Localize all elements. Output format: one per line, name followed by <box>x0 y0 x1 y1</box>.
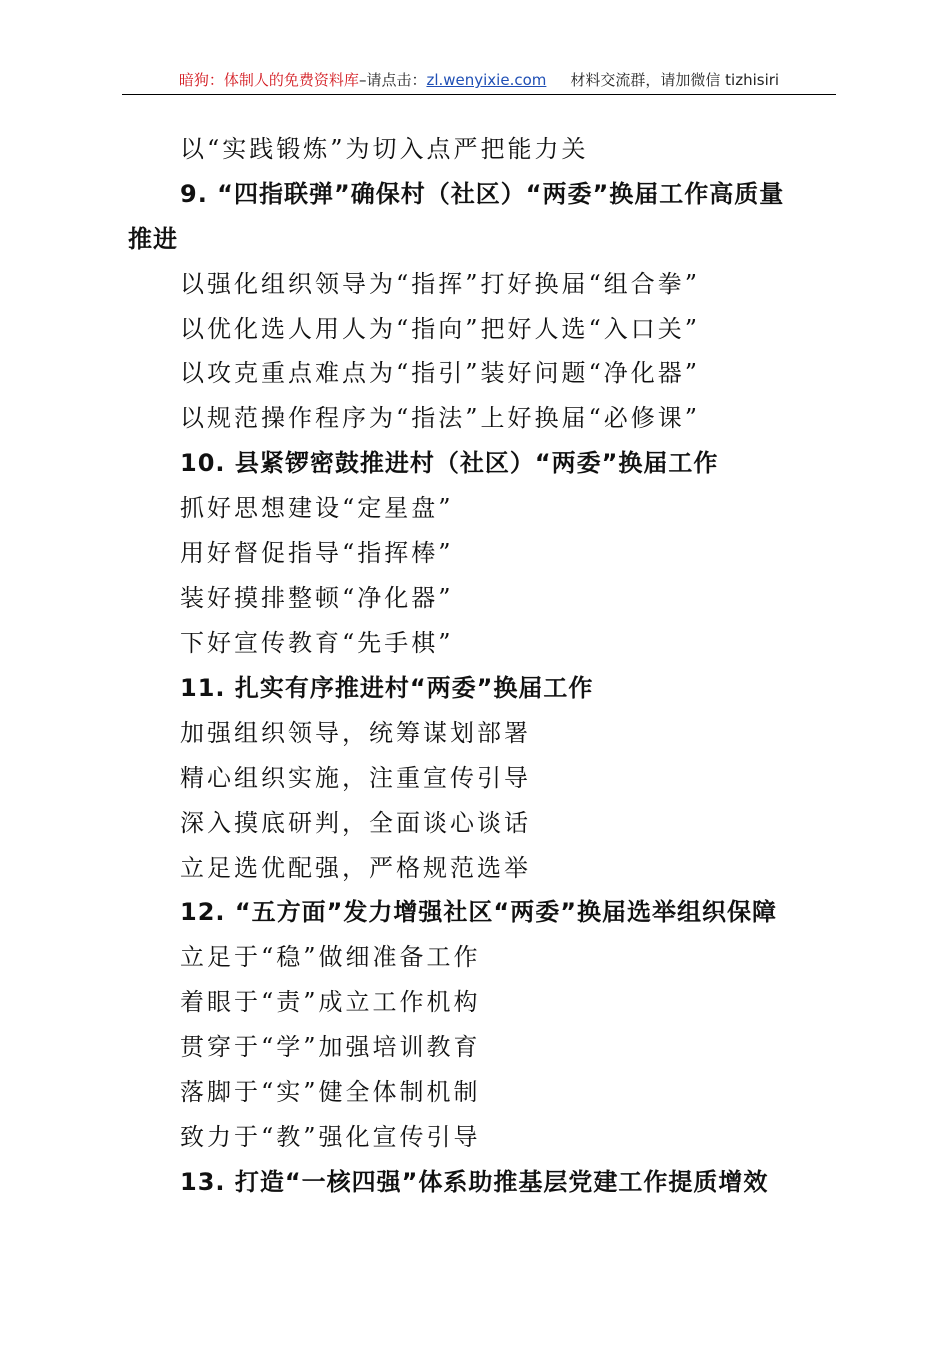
section-title-9-continued: 推进 <box>128 225 178 253</box>
text-line: 下好宣传教育“先手棋” <box>180 629 454 657</box>
text-line: 用好督促指导“指挥棒” <box>180 539 454 567</box>
text-line: 立足选优配强，严格规范选举 <box>180 854 531 882</box>
text-line: 致力于“教”强化宣传引导 <box>180 1123 481 1151</box>
header-prompt: –请点击： <box>358 71 427 89</box>
text-line: 深入摸底研判，全面谈心谈话 <box>180 809 531 837</box>
text-line: 以攻克重点难点为“指引”装好问题“净化器” <box>180 359 701 387</box>
section-title-10: 10. 县紧锣密鼓推进村（社区）“两委”换届工作 <box>180 449 719 477</box>
text-line: 以“实践锻炼”为切入点严把能力关 <box>180 135 589 163</box>
text-line: 加强组织领导，统筹谋划部署 <box>180 719 531 747</box>
page-header <box>122 70 836 95</box>
section-title-12: 12. “五方面”发力增强社区“两委”换届选举组织保障 <box>180 898 777 926</box>
text-line: 立足于“稳”做细准备工作 <box>180 943 481 971</box>
text-line: 落脚于“实”健全体制机制 <box>180 1078 481 1106</box>
header-brand: 暗狗：体制人的免费资料库 <box>178 71 359 89</box>
section-title-11: 11. 扎实有序推进村“两委”换届工作 <box>180 674 594 702</box>
text-line: 以规范操作程序为“指法”上好换届“必修课” <box>180 404 701 432</box>
text-line: 精心组织实施，注重宣传引导 <box>180 764 531 792</box>
header-link[interactable]: zl.wenyixie.com <box>426 71 547 89</box>
text-line: 装好摸排整顿“净化器” <box>180 584 454 612</box>
text-line: 着眼于“责”成立工作机构 <box>180 988 481 1016</box>
text-line: 以强化组织领导为“指挥”打好换届“组合拳” <box>180 270 701 298</box>
header-group-info: 材料交流群，请加微信 tizhisiri <box>570 71 780 89</box>
text-line: 以优化选人用人为“指向”把好人选“入口关” <box>180 315 701 343</box>
section-title-13: 13. 打造“一核四强”体系助推基层党建工作提质增效 <box>180 1168 769 1196</box>
text-line: 抓好思想建设“定星盘” <box>180 494 454 522</box>
section-title-9: 9. “四指联弹”确保村（社区）“两委”换届工作高质量 <box>180 180 785 208</box>
text-line: 贯穿于“学”加强培训教育 <box>180 1033 481 1061</box>
